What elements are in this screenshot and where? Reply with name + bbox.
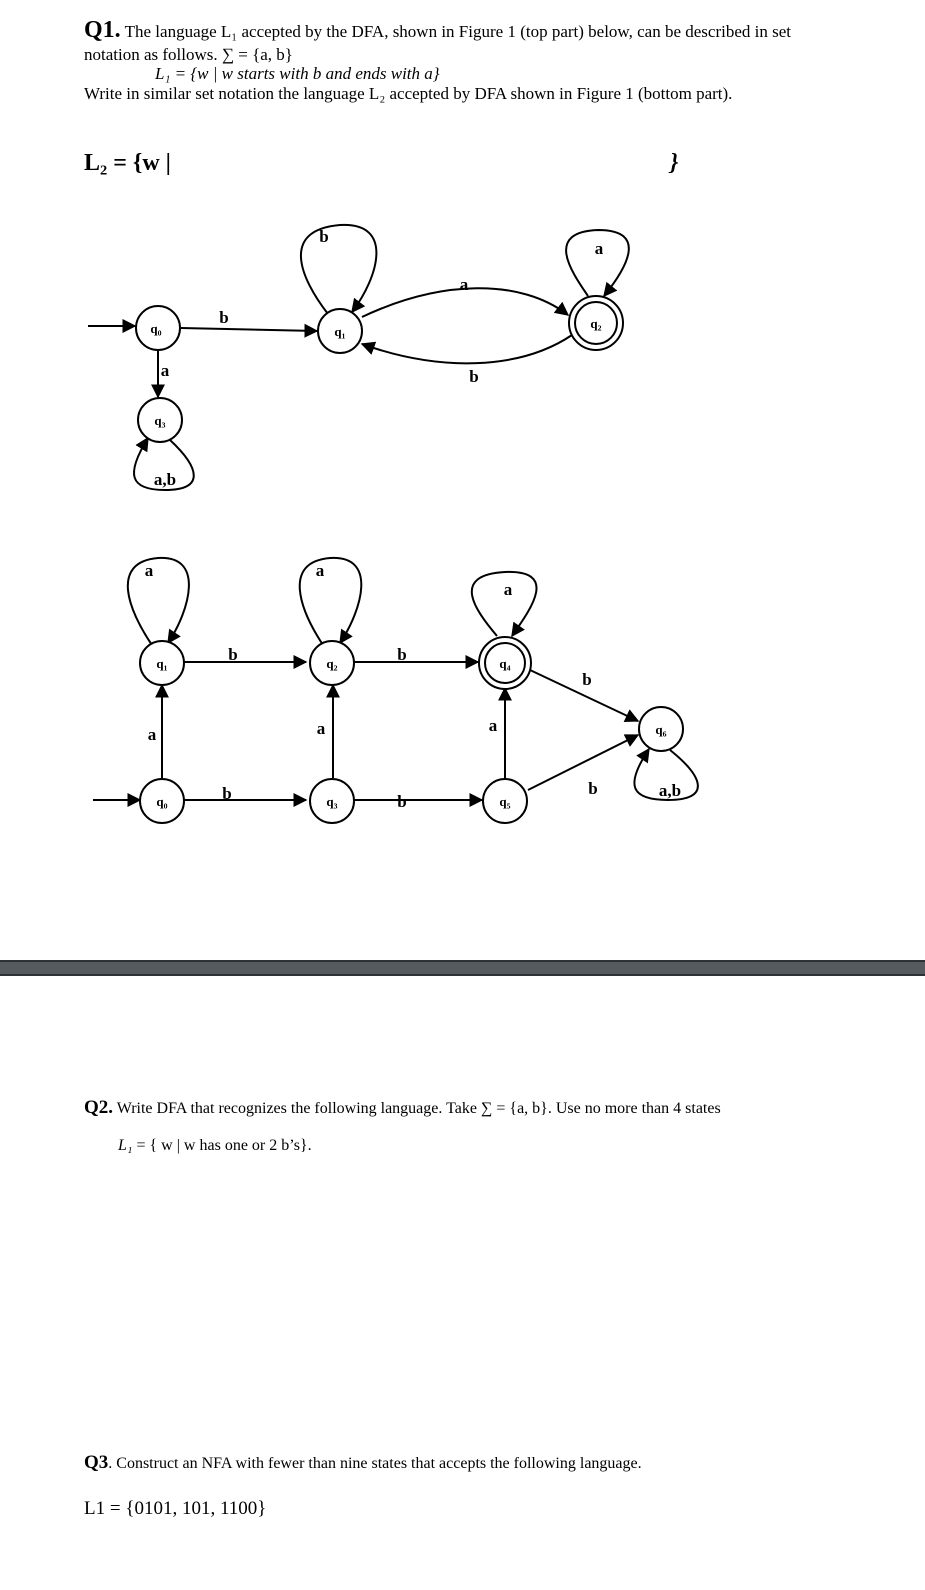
- bottom-label-q3: q₃: [326, 794, 338, 809]
- q2-language-lhs: L₁: [118, 1137, 133, 1154]
- bottom-loop-q1: [128, 558, 189, 645]
- q2-text: Write DFA that recognizes the following language. Take ∑ = {a, b}. Use no more than 4 states: [116, 1100, 721, 1117]
- top-edge-label-q3-loop: a,b: [153, 470, 177, 489]
- bottom-edge-label-q0-q3: b: [222, 784, 232, 803]
- l1-definition: L₁ = {w | w starts with b and ends with a}: [155, 64, 440, 83]
- bottom-edge-q5-q6: [528, 735, 638, 790]
- top-edge-label-q2-loop: a: [594, 239, 604, 258]
- top-edge-label-q1-loop: b: [319, 227, 329, 246]
- dfa-bottom: [93, 558, 698, 823]
- bottom-label-q5: q₅: [499, 794, 511, 809]
- bottom-edge-label-q4-q6: b: [582, 670, 592, 689]
- bottom-edge-label-q5-q6: b: [588, 779, 598, 798]
- bottom-edge-label-q2-loop: a: [315, 561, 325, 580]
- bottom-label-q1: q₁: [156, 656, 168, 671]
- q1-number: Q1.: [84, 17, 121, 43]
- bottom-edge-label-q1-q2: b: [228, 645, 238, 664]
- q2-language-rhs: = { w | w has one or 2 b’s}.: [132, 1137, 312, 1154]
- dfa-top: [88, 225, 629, 490]
- top-edge-label-q0-q3: a: [160, 361, 170, 380]
- q2-question: [84, 1097, 721, 1119]
- l2-answer-prefix: L₂ = {w |: [84, 150, 171, 176]
- bottom-edge-label-q0-q1: a: [147, 725, 157, 744]
- bottom-label-q6: q₆: [655, 722, 667, 737]
- top-edge-label-q1-q2: a: [459, 275, 469, 294]
- top-label-q0: q₀: [150, 321, 162, 336]
- bottom-label-q4: q₄: [499, 656, 511, 671]
- bottom-label-q2: q₂: [326, 656, 338, 671]
- q2-number: Q2.: [84, 1097, 114, 1118]
- top-edge-label-q0-q1: b: [219, 308, 229, 327]
- q3-question: [84, 1452, 642, 1474]
- top-edge-q2-q1: [362, 335, 572, 363]
- q3-text: . Construct an NFA with fewer than nine states that accepts the following language.: [108, 1455, 642, 1472]
- q2-language: [118, 1137, 312, 1155]
- top-label-q1: q₁: [334, 324, 346, 339]
- q1-instruction: Write in similar set notation the language L₂ accepted by DFA shown in Figure 1 (bottom part).: [84, 84, 733, 103]
- top-label-q2: q₂: [590, 316, 602, 331]
- l2-answer-closing-brace: }: [670, 150, 679, 176]
- bottom-edge-label-q3-q2: a: [316, 719, 326, 738]
- bottom-edge-label-q5-q4: a: [488, 716, 498, 735]
- bottom-loop-q2: [300, 558, 362, 645]
- top-label-q3: q₃: [154, 413, 166, 428]
- bottom-label-q0: q₀: [156, 794, 168, 809]
- top-edge-q0-q1: [181, 328, 317, 331]
- top-edge-label-q2-q1: b: [469, 367, 479, 386]
- bottom-edge-label-q6-loop: a,b: [658, 781, 682, 800]
- bottom-edge-label-q3-q5: b: [397, 792, 407, 811]
- section-divider: [0, 960, 925, 976]
- q1-intro-line2: notation as follows. ∑ = {a, b}: [84, 45, 293, 64]
- q3-language: L1 = {0101, 101, 1100}: [84, 1498, 267, 1519]
- q3-number: Q3: [84, 1452, 109, 1473]
- bottom-edge-label-q4-loop: a: [503, 580, 513, 599]
- bottom-edge-label-q2-q4: b: [397, 645, 407, 664]
- top-loop-q1: [301, 225, 376, 314]
- q1-intro: The language L₁ accepted by the DFA, shown in Figure 1 (top part) below, can be described in set: [124, 22, 791, 41]
- bottom-edge-label-q1-loop: a: [144, 561, 154, 580]
